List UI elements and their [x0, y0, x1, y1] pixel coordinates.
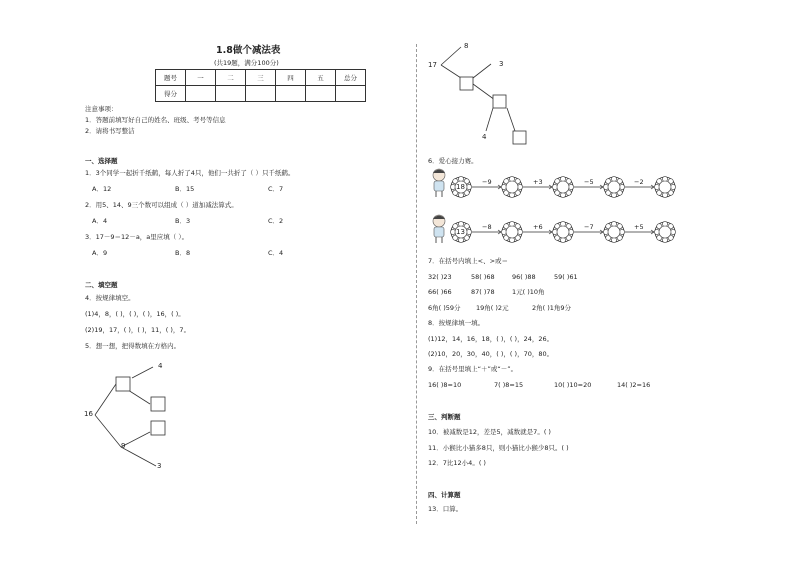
- kid-icon: [433, 215, 445, 243]
- question-6: 6．爱心接力赛。: [428, 157, 478, 165]
- relay-answer-flower[interactable]: [603, 221, 624, 242]
- option-c[interactable]: C．2: [268, 217, 284, 225]
- section-heading: 二、填空题: [85, 281, 118, 289]
- compare-item[interactable]: 1元( )10角: [512, 288, 545, 296]
- page-subtitle: (共19题，满分100分): [214, 59, 279, 67]
- tree2-bottom-number: 4: [482, 133, 487, 141]
- option-a[interactable]: A．4: [92, 217, 108, 225]
- question-8-line-1: (1)12，14，16，18，( )，( )，24，26。: [428, 335, 554, 343]
- score-header-cell: 一: [186, 70, 216, 86]
- relay-start-number: 13: [456, 228, 465, 236]
- question-4-line-2: (2)19，17，( )，( )，11，( )，7。: [85, 326, 191, 334]
- question-7: 7．在括号内填上<、>或＝: [428, 257, 509, 265]
- compare-item[interactable]: 19角( )2元: [476, 304, 509, 312]
- tree1-top-number: 4: [158, 362, 163, 370]
- question-1: 1．3个同学一起折千纸鹤，每人折了4只，他们一共折了（ ）只千纸鹤。: [85, 169, 295, 177]
- option-b[interactable]: B．15: [175, 185, 195, 193]
- relay-op-label: −8: [482, 223, 492, 231]
- relay-answer-flower[interactable]: [654, 221, 675, 242]
- compare-item[interactable]: 6角( )59分: [428, 304, 461, 312]
- compare-item[interactable]: 32( )23: [428, 273, 452, 281]
- option-a[interactable]: A．9: [92, 249, 108, 257]
- compare-item[interactable]: 2角( )1角9分: [532, 304, 572, 312]
- relay-op-label: −5: [584, 178, 594, 186]
- question-12: 12．7比12小4。( ): [428, 459, 486, 467]
- score-header-cell: 题号: [156, 70, 186, 86]
- sign-item[interactable]: 10( )10=20: [554, 381, 592, 389]
- question-5: 5．想一想，把得数填在方格内。: [85, 342, 181, 350]
- relay-answer-flower[interactable]: [552, 176, 573, 197]
- option-c[interactable]: C．7: [268, 185, 284, 193]
- relay-op-label: −7: [584, 223, 594, 231]
- sign-item[interactable]: 16( )8=10: [428, 381, 462, 389]
- tree2-root-number: 17: [428, 61, 437, 69]
- compare-item[interactable]: 96( )88: [512, 273, 536, 281]
- score-header-cell: 三: [246, 70, 276, 86]
- section-heading: 三、判断题: [428, 413, 461, 421]
- option-b[interactable]: B．3: [175, 217, 191, 225]
- score-header-cell: 二: [216, 70, 246, 86]
- compare-item[interactable]: 59( )61: [554, 273, 578, 281]
- relay-answer-flower[interactable]: [654, 176, 675, 197]
- question-10: 10．被减数是12，差是5，减数就是7。( ): [428, 428, 551, 436]
- sign-item[interactable]: 7( )8=15: [494, 381, 524, 389]
- tree1-root-number: 16: [84, 410, 93, 418]
- question-3: 3．17－9＝12－a，a里应填（ ）。: [85, 233, 189, 241]
- compare-item[interactable]: 66( )66: [428, 288, 452, 296]
- score-row-label: 得分: [156, 86, 186, 102]
- section-heading: 一、选择题: [85, 157, 118, 165]
- compare-item[interactable]: 87( )78: [471, 288, 495, 296]
- relay-answer-flower[interactable]: [552, 221, 573, 242]
- option-c[interactable]: C．4: [268, 249, 284, 257]
- question-9: 9．在括号里填上“＋”或“－”。: [428, 365, 518, 373]
- question-4: 4．按规律填空。: [85, 294, 135, 302]
- sign-item[interactable]: 14( )2=16: [617, 381, 651, 389]
- option-b[interactable]: B．8: [175, 249, 191, 257]
- notes-heading: 注意事项：: [85, 105, 118, 113]
- notes-item: 2．请将书写整洁: [85, 127, 135, 135]
- question-13: 13．口算。: [428, 505, 463, 513]
- relay-op-label: −2: [634, 178, 644, 186]
- score-header-cell: 总分: [336, 70, 366, 86]
- question-11: 11．小猴比小猫多8只，则小猫比小猴少8只。( ): [428, 444, 569, 452]
- question-8: 8．按规律填一填。: [428, 319, 485, 327]
- relay-op-label: +5: [634, 223, 644, 231]
- relay-answer-flower[interactable]: [501, 176, 522, 197]
- score-header-cell: 四: [276, 70, 306, 86]
- relay-op-label: −9: [482, 178, 492, 186]
- relay-start-number: 18: [456, 183, 465, 191]
- question-4-line-1: (1)4，8，( )，( )，( )，16，( )。: [85, 310, 185, 318]
- relay-op-label: +6: [533, 223, 543, 231]
- score-header-cell: 五: [306, 70, 336, 86]
- tree1-bottom-number: 3: [157, 462, 162, 470]
- question-2: 2．用5、14、9三个数可以组成（ ）道加减法算式。: [85, 201, 238, 209]
- compare-item[interactable]: 58( )68: [471, 273, 495, 281]
- question-8-line-2: (2)10，20，30，40，( )，( )，70，80。: [428, 350, 554, 358]
- tree2-top-number: 8: [464, 42, 469, 50]
- tree2-right-number: 3: [499, 60, 504, 68]
- notes-item: 1．答题前填写好自己的姓名、班级、考号等信息: [85, 116, 226, 124]
- kid-icon: [433, 169, 445, 197]
- tree1-mid-number: 9: [121, 442, 126, 450]
- option-a[interactable]: A．12: [92, 185, 112, 193]
- relay-answer-flower[interactable]: [501, 221, 522, 242]
- page-title: 1.8做个减法表: [216, 45, 281, 56]
- section-heading: 四、计算题: [428, 491, 461, 499]
- relay-op-label: +3: [533, 178, 543, 186]
- relay-answer-flower[interactable]: [603, 176, 624, 197]
